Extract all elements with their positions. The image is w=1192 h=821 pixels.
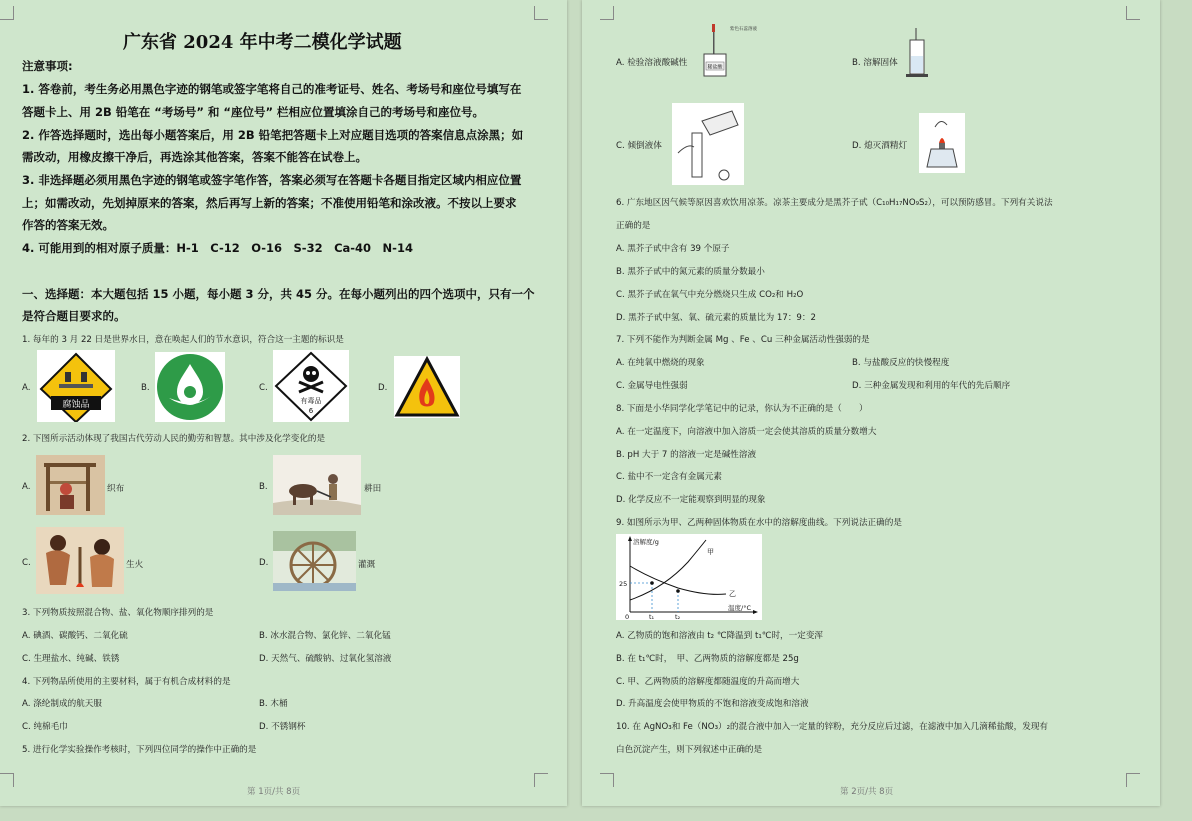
- question-7-stem: 7. 下列不能作为判断金属 Mg 、Fe 、Cu 三种金属活动性强弱的是: [616, 335, 870, 345]
- graph-series-yi-label: 乙: [729, 590, 736, 598]
- notice-line: 答题卡上、用 2B 铅笔在 “考场号” 和 “座位号” 栏相应位置填涂自己的考场号和座位号。: [22, 105, 485, 119]
- crop-mark: [0, 6, 14, 20]
- q2-option-a-label: A.: [22, 482, 31, 492]
- q8-option-b: B. pH 大于 7 的溶液一定是碱性溶液: [616, 450, 757, 460]
- plowing-image: [273, 455, 361, 515]
- graph-y-tick: 25: [619, 580, 628, 588]
- litmus-bottle-label: 稀盐酸: [707, 64, 723, 71]
- crop-mark: [0, 773, 14, 787]
- notice-line: 1. 答卷前，考生务必用黑色字迹的钢笔或签字笔将自己的准考证号、姓名、考场号和座位号填写在: [22, 82, 522, 96]
- q3-option-c: C. 生理盐水、纯碱、铁锈: [22, 654, 120, 664]
- q3-option-a: A. 碘酒、碳酸钙、二氧化硫: [22, 631, 128, 641]
- q5-option-d: D. 熄灭酒精灯: [852, 141, 908, 151]
- notice-line: 3. 非选择题必须用黑色字迹的钢笔或签字笔作答，答案必须写在答题卡各题目指定区域内相应位置: [22, 173, 522, 187]
- graph-origin: 0: [625, 613, 630, 620]
- q9-option-d: D. 升高温度会使甲物质的不饱和溶液变成饱和溶液: [616, 699, 809, 709]
- q2-option-a-text: 织布: [107, 484, 125, 494]
- q6-option-c: C. 黑芥子甙在氧气中充分燃烧只生成 CO₂和 H₂O: [616, 290, 804, 300]
- q5-option-b: B. 溶解固体: [852, 58, 898, 68]
- question-6-stem: 6. 广东地区因气候等原因喜欢饮用凉茶。凉茶主要成分是黑芥子甙（C₁₀H₁₇NO₉S₂），可以预防感冒。下列有关说法: [616, 198, 1053, 208]
- corrosive-sign-image: [37, 350, 115, 422]
- question-10-stem: 10. 在 AgNO₃和 Fe（NO₃）₂的混合液中加入一定量的锌粉，充分反应后过滤，在滤液中加入几滴稀盐酸，发现有: [616, 722, 1049, 732]
- q9-option-b: B. 在 t₁℃时， 甲、乙两物质的溶解度都是 25g: [616, 654, 799, 664]
- q3-option-d: D. 天然气、硫酸钠、过氧化氢溶液: [259, 654, 392, 664]
- graph-y-axis-label: 溶解度/g: [633, 538, 659, 546]
- q2-option-c-text: 生火: [126, 560, 144, 570]
- document-page-2: [582, 0, 1160, 806]
- q8-option-c: C. 盐中不一定含有金属元素: [616, 472, 722, 482]
- graph-series-jia-label: 甲: [707, 548, 714, 556]
- q1-option-a-label: A.: [22, 383, 31, 393]
- graph-x-tick-t1: t₁: [649, 613, 655, 620]
- q7-option-b: B. 与盐酸反应的快慢程度: [852, 358, 950, 368]
- q1-option-c-label: C.: [259, 383, 268, 393]
- question-6-stem: 正确的是: [616, 221, 651, 231]
- notice-heading: 注意事项:: [22, 59, 73, 73]
- alcohol-lamp-image: [919, 113, 965, 173]
- q9-option-a: A. 乙物质的饱和溶液由 t₂ ℃降温到 t₁℃时，一定变浑: [616, 631, 824, 641]
- flammable-sign-image: [394, 356, 460, 418]
- q5-option-c: C. 倾倒液体: [616, 141, 662, 151]
- toxic-sign-text: 有毒品: [300, 397, 322, 405]
- solubility-curve-graph: [616, 534, 762, 620]
- q8-option-a: A. 在一定温度下，向溶液中加入溶质一定会使其溶质的质量分数增大: [616, 427, 877, 437]
- notice-line: 4. 可能用到的相对原子质量：H-1 C-12 O-16 S-32 Ca-40 N-14: [22, 241, 413, 255]
- q3-option-b: B. 冰水混合物、氯化锌、二氧化锰: [259, 631, 391, 641]
- graph-x-axis-label: 温度/°C: [728, 604, 751, 612]
- question-5-stem: 5. 进行化学实验操作考核时，下列四位同学的操作中正确的是: [22, 745, 257, 755]
- crop-mark: [534, 773, 548, 787]
- crop-mark: [1126, 6, 1140, 20]
- q8-option-d: D. 化学反应不一定能观察到明显的现象: [616, 495, 766, 505]
- graduated-cylinder-image: [904, 28, 930, 78]
- q2-option-b-label: B.: [259, 482, 268, 492]
- notice-line: 需改动，用橡皮擦干净后，再选涂其他答案，答案不能答在试卷上。: [22, 150, 367, 164]
- page-footer: 第 1页/共 8页: [247, 787, 301, 797]
- waterwheel-image: [273, 531, 356, 591]
- weaving-image: [36, 455, 105, 515]
- q7-option-c: C. 金属导电性强弱: [616, 381, 688, 391]
- question-10-stem: 白色沉淀产生，则下列叙述中正确的是: [616, 745, 763, 755]
- q2-option-c-label: C.: [22, 558, 31, 568]
- q1-option-b-label: B.: [141, 383, 150, 393]
- pouring-liquid-image: [672, 103, 744, 185]
- question-4-stem: 4. 下列物品所使用的主要材料，属于有机合成材料的是: [22, 677, 231, 687]
- q2-option-b-text: 耕田: [364, 484, 382, 494]
- graph-x-tick-t2: t₂: [675, 613, 681, 620]
- section-heading: 是符合题目要求的。: [22, 309, 126, 323]
- water-saving-sign-image: [155, 352, 225, 422]
- q1-option-d-label: D.: [378, 383, 388, 393]
- corrosive-sign-text: 腐蚀品: [62, 400, 90, 410]
- crop-mark: [600, 6, 614, 20]
- q4-option-c: C. 纯棉毛巾: [22, 722, 68, 732]
- q6-option-b: B. 黑芥子甙中的氮元素的质量分数最小: [616, 267, 765, 277]
- q4-option-a: A. 涤纶制成的航天服: [22, 699, 102, 709]
- litmus-solution-label: 紫色石蕊溶液: [730, 27, 757, 32]
- fire-making-image: [36, 527, 124, 594]
- q7-option-a: A. 在纯氧中燃烧的现象: [616, 358, 705, 368]
- q6-option-d: D. 黑芥子甙中氢、氧、硫元素的质量比为 17：9：2: [616, 313, 816, 323]
- q7-option-d: D. 三种金属发现和利用的年代的先后顺序: [852, 381, 1011, 391]
- notice-line: 上；如需改动，先划掉原来的答案，然后再写上新的答案；不准使用铅笔和涂改液。不按以上要求: [22, 196, 517, 210]
- document-page-1: [0, 0, 567, 806]
- notice-line: 2. 作答选择题时，选出每小题答案后，用 2B 铅笔把答题卡上对应题目选项的答案信息点涂黑；如: [22, 128, 524, 142]
- q4-option-b: B. 木桶: [259, 699, 288, 709]
- q6-option-a: A. 黑芥子甙中含有 39 个原子: [616, 244, 730, 254]
- page-footer: 第 2页/共 8页: [840, 787, 894, 797]
- q2-option-d-label: D.: [259, 558, 269, 568]
- q5-option-a: A. 检验溶液酸碱性: [616, 58, 688, 68]
- crop-mark: [534, 6, 548, 20]
- toxic-sign-number: 6: [308, 407, 314, 415]
- question-8-stem: 8. 下面是小华同学化学笔记中的记录，你认为不正确的是（ ）: [616, 404, 868, 414]
- page-title: 广东省 2024 年中考二模化学试题: [123, 32, 402, 53]
- litmus-test-image: [700, 22, 762, 78]
- q4-option-d: D. 不锈钢杯: [259, 722, 306, 732]
- question-1-stem: 1. 每年的 3 月 22 日是世界水日，意在唤起人们的节水意识，符合这一主题的标识是: [22, 335, 344, 345]
- q9-option-c: C. 甲、乙两物质的溶解度都随温度的升高而增大: [616, 677, 800, 687]
- question-3-stem: 3. 下列物质按照混合物、盐、氧化物顺序排列的是: [22, 608, 214, 618]
- crop-mark: [600, 773, 614, 787]
- question-9-stem: 9. 如图所示为甲、乙两种固体物质在水中的溶解度曲线。下列说法正确的是: [616, 518, 902, 528]
- toxic-sign-image: [273, 350, 349, 422]
- q2-option-d-text: 灌溉: [358, 560, 376, 570]
- question-2-stem: 2. 下图所示活动体现了我国古代劳动人民的勤劳和智慧。其中涉及化学变化的是: [22, 434, 326, 444]
- notice-line: 作答的答案无效。: [22, 218, 114, 232]
- section-heading: 一、选择题：本大题包括 15 小题，每小题 3 分，共 45 分。在每小题列出的四个选项中，只有一个: [22, 287, 535, 301]
- crop-mark: [1126, 773, 1140, 787]
